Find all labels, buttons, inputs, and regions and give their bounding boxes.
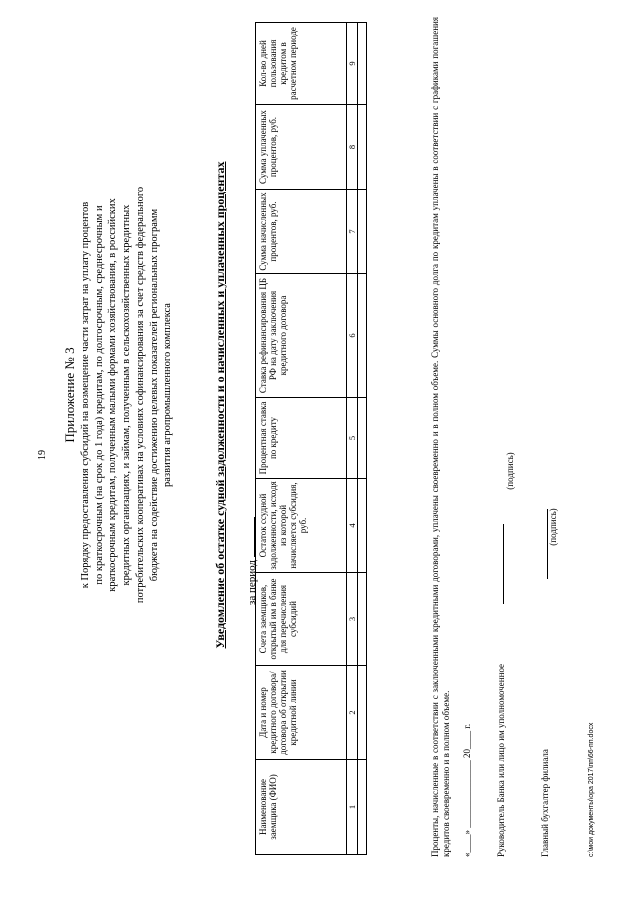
column-header: Счета заемщиков, открытый им в банке для перечисления субсидий	[256, 573, 347, 666]
column-number: 5	[347, 398, 358, 479]
table-cell	[358, 760, 367, 855]
column-number: 9	[347, 23, 358, 105]
accountant-signature-row	[538, 297, 550, 857]
appendix-line: по краткосрочным (на срок до 1 года) кредитам, по долгосрочным, среднесрочным и	[93, 205, 105, 585]
table-header-row	[256, 23, 347, 855]
column-number: 6	[347, 274, 358, 398]
appendix-description	[79, 115, 175, 675]
column-header: Дата и номер кредитного договора/ договора об открытии кредитной линии	[256, 666, 347, 760]
table-cell	[358, 105, 367, 190]
appendix-line: потребительских кооперативах на условиях софинансирования за счет средств федерального	[134, 186, 146, 604]
file-path-footer: c:\мои документы\ора 2017\пп\66-пп.docx	[588, 722, 595, 857]
column-header: Наименование заемщика (ФИО)	[256, 760, 347, 855]
head-signature-row	[494, 297, 506, 857]
column-number: 7	[347, 190, 358, 274]
column-header: Сумма уплаченных процентов, руб.	[256, 105, 347, 190]
table-cell	[358, 666, 367, 760]
certification-note: Проценты, начисленные в соответствии с заключенными кредитными договорами, уплачены своевременно и в полном объеме. Суммы основного долга по кредитам уплачены в соответствии с графиками погашения кредитов своевременно и в полном объеме.	[430, 17, 451, 857]
table-cell	[358, 23, 367, 105]
column-number: 4	[347, 479, 358, 573]
column-header: Процентная ставка по кредиту	[256, 398, 347, 479]
table-cell	[358, 190, 367, 274]
accountant-signature-label: Главный бухгалтер филиала	[540, 749, 550, 857]
column-header: Остаток ссудной задолженности, исходя из которой начисляется субсидия, руб.	[256, 479, 347, 573]
appendix-line: к Порядку предоставления субсидий на возмещение части затрат на уплату процентов	[80, 201, 91, 589]
column-number-row	[347, 23, 358, 855]
column-header: Сумма начисленных процентов, руб.	[256, 190, 347, 274]
head-signature-caption: (подпись)	[505, 452, 515, 490]
period-blank-line	[244, 517, 255, 557]
head-signature-line	[494, 524, 504, 604]
appendix-line: краткосрочным кредитам, полученным малыми формами хозяйствования, в российских	[107, 198, 119, 592]
column-number: 8	[347, 105, 358, 190]
table-cell	[358, 479, 367, 573]
head-signature-label: Руководитель Банка или лицо им уполномоченное	[496, 663, 506, 857]
table-row	[358, 23, 367, 855]
accountant-signature-line	[538, 509, 548, 579]
column-number: 3	[347, 573, 358, 666]
appendix-line: развития агропромышленного комплекса	[162, 303, 174, 487]
column-header: Ставка рефинансирования ЦБ РФ на дату заключения кредитного договора	[256, 274, 347, 398]
table-cell	[358, 573, 367, 666]
column-number: 1	[347, 760, 358, 855]
appendix-line: бюджета на содействие достижению целевых показателей региональных программ	[148, 208, 160, 582]
table-cell	[358, 398, 367, 479]
column-header: Кол-во дней пользования кредитом в расчетном периоде	[256, 23, 347, 105]
appendix-line: кредитных организациях, и займам, полученным в сельскохозяйственных кредитных	[121, 204, 133, 586]
table-cell	[358, 274, 367, 398]
period-label: за период	[246, 560, 258, 605]
page-number: 19	[37, 450, 48, 460]
column-number: 2	[347, 666, 358, 760]
report-table	[255, 22, 367, 855]
accountant-signature-caption: (подпись)	[548, 508, 558, 546]
date-line: «____» _______________ 20____ г.	[462, 723, 472, 857]
form-title: Уведомление об остатке судной задолженности и о начисленных и уплаченных процентах	[213, 161, 227, 649]
appendix-title: Приложение № 3	[62, 347, 77, 443]
